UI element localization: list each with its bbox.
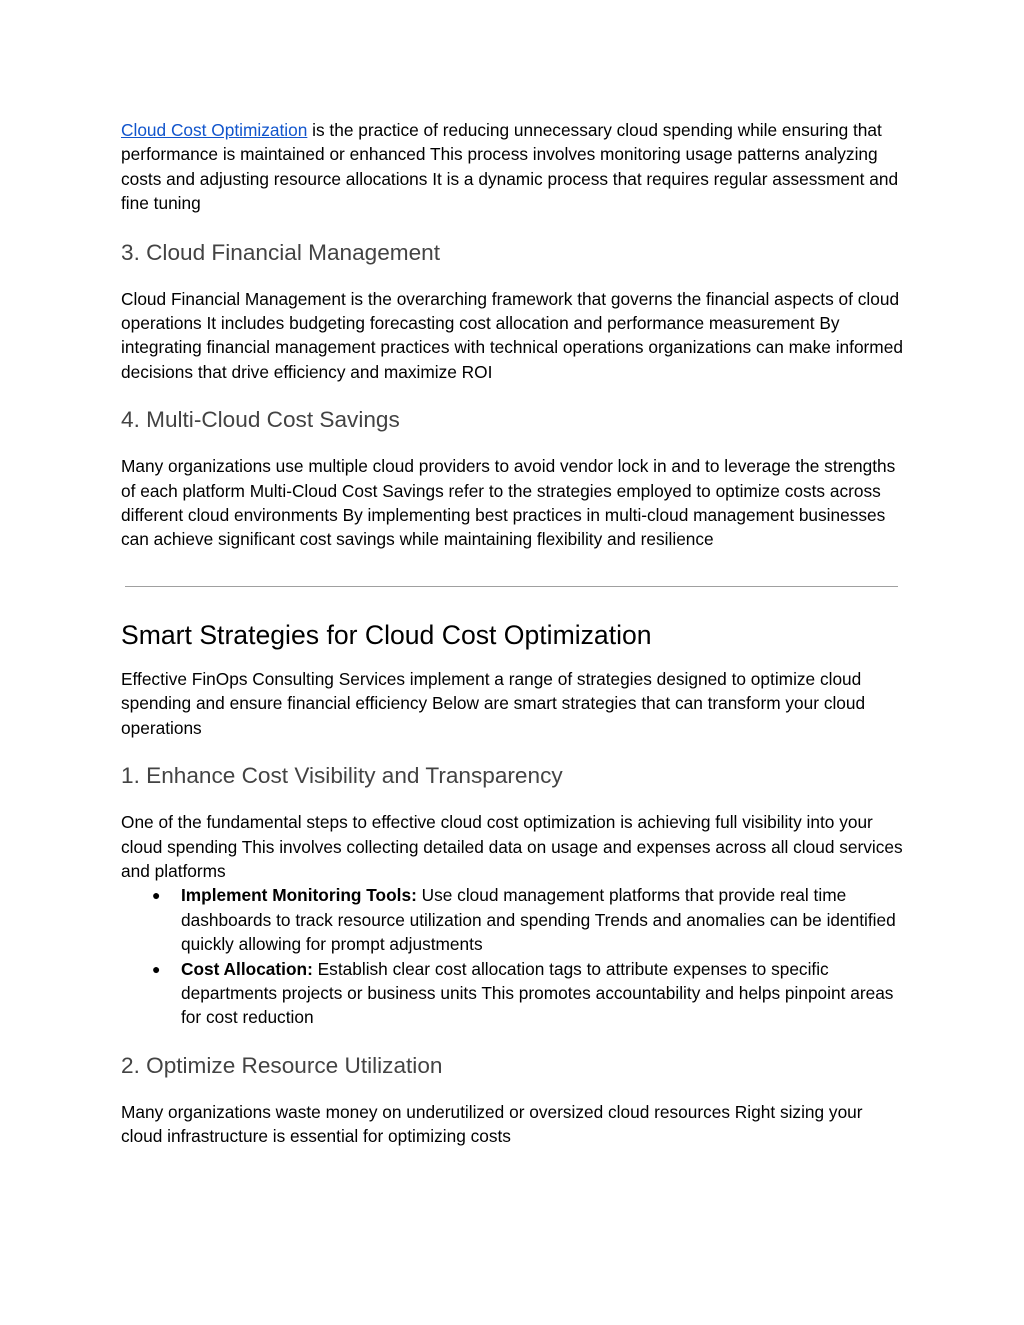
list-item [121,957,906,1030]
strategies-heading: Smart Strategies for Cloud Cost Optimization [121,619,652,650]
document-page [121,118,906,1149]
bullet-title: Implement Monitoring Tools: [181,885,417,906]
strategy-2-heading: 2. Optimize Resource Utilization [121,1052,443,1078]
bullet-title: Cost Allocation: [181,958,313,979]
section-4-body: Many organizations use multiple cloud providers to avoid vendor lock in and to leverage the strengths of each platform Multi-Cloud Cost Savings refer to the strategies employed to optimize costs across different cloud environments By implementing best practices in multi-cloud management businesses can achieve significant cost savings while maintaining flexibility and resilience [121,456,896,550]
bullet-text: Establish clear cost allocation tags to attribute expenses to specific departments projects or business units This promotes accountability and helps pinpoint areas for cost reduction [181,958,894,1028]
strategies-intro: Effective FinOps Consulting Services implement a range of strategies designed to optimize cloud spending and ensure financial efficiency Below are smart strategies that can transform your cloud operations [121,668,866,738]
list-item [121,883,906,956]
intro-text: is the practice of reducing unnecessary cloud spending while ensuring that performance is maintained or enhanced This process involves monitoring usage patterns analyzing costs and adjusting resource allocations It is a dynamic process that requires regular assessment and fine tuning [121,120,899,214]
section-4-heading: 4. Multi-Cloud Cost Savings [121,407,400,433]
divider-wrap [121,586,906,587]
section-3-body: Cloud Financial Management is the overarching framework that governs the financial aspects of cloud operations It includes budgeting forecasting cost allocation and performance measurement By integrating financial management practices with technical operations organizations can make informed decisions that drive efficiency and maximize ROI [121,288,903,382]
strategy-1-bullet-list [121,883,906,1029]
section-3-heading: 3. Cloud Financial Management [121,239,441,265]
strategy-1-body: One of the fundamental steps to effective cloud cost optimization is achieving full visibility into your cloud spending This involves collecting detailed data on usage and expenses across all cloud services and platforms [121,812,903,881]
bullet-text: Use cloud management platforms that provide real time dashboards to track resource utilization and spending Trends and anomalies can be identified quickly allowing for prompt adjustments [181,885,896,955]
strategy-1-heading: 1. Enhance Cost Visibility and Transparency [121,763,563,789]
intro-paragraph [121,118,906,216]
strategy-2-body: Many organizations waste money on underutilized or oversized cloud resources Right sizing your cloud infrastructure is essential for optimizing costs [121,1101,863,1147]
bullet-icon: ● [152,887,161,904]
bullet-icon: ● [152,960,161,977]
horizontal-divider [125,586,898,587]
cloud-cost-optimization-link[interactable]: Cloud Cost Optimization [121,120,308,140]
